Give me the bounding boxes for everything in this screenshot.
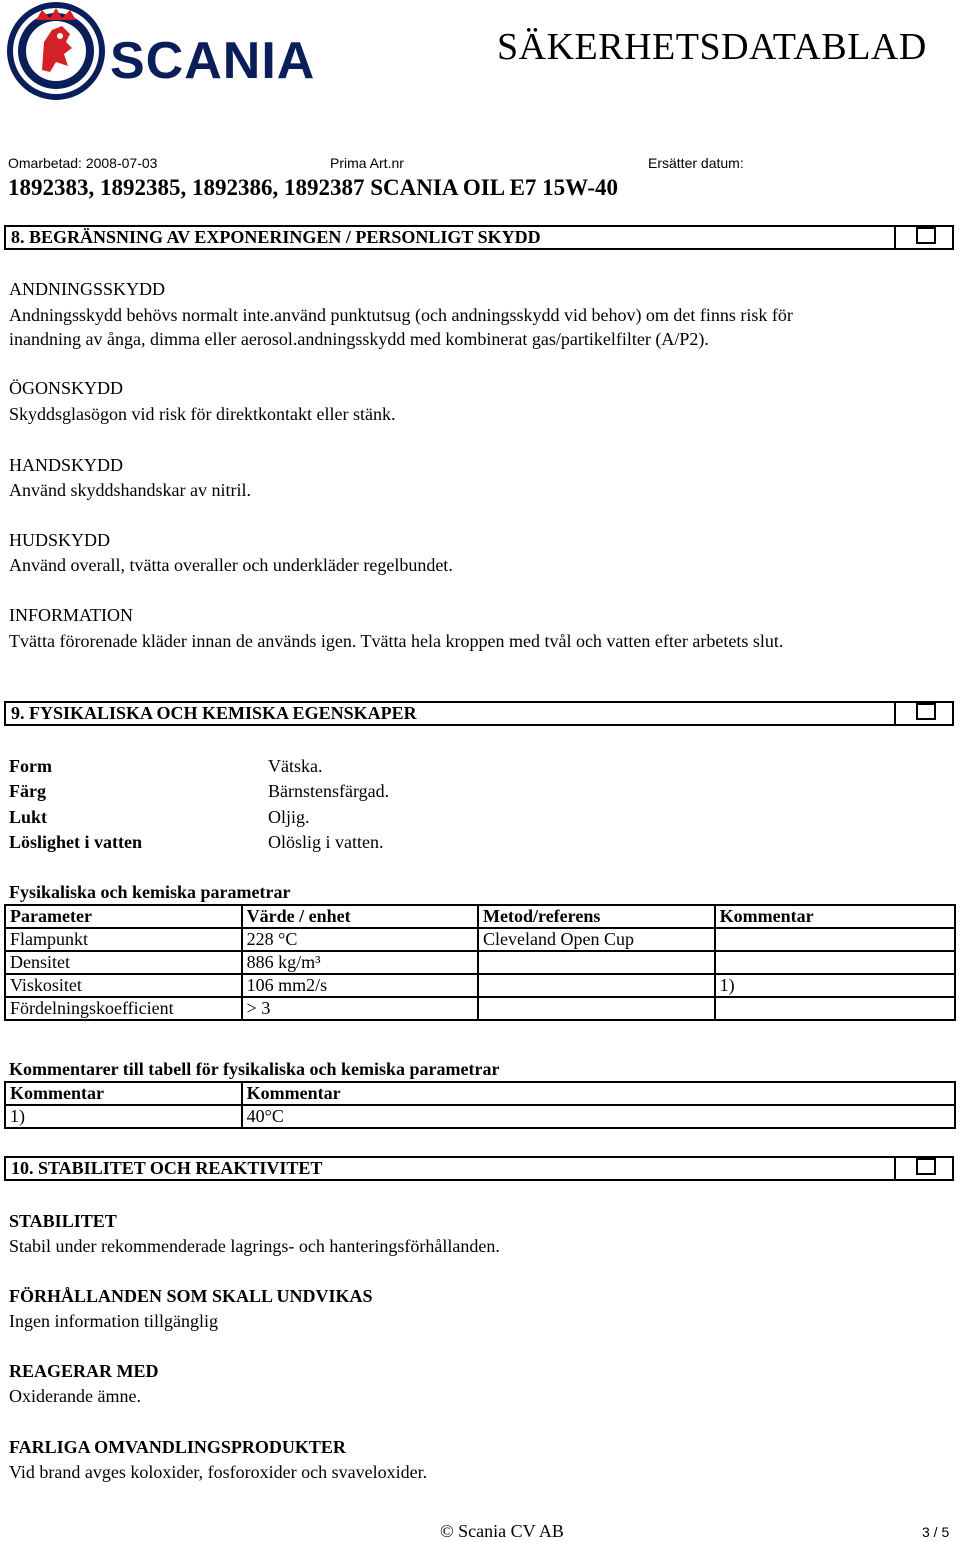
reagerar-med-text: Oxiderande ämne. xyxy=(9,1386,141,1406)
table-cell: 1) xyxy=(5,1105,242,1128)
table-row xyxy=(5,928,955,951)
section-10-header xyxy=(4,1156,954,1181)
table-header-row xyxy=(5,1082,955,1105)
section-8-title: 8. BEGRÄNSNING AV EXPONERINGEN / PERSONLIGT SKYDD xyxy=(11,227,541,247)
table-cell: 886 kg/m³ xyxy=(242,951,478,974)
heading-farliga-produkter: FARLIGA OMVANDLINGSPRODUKTER xyxy=(9,1437,346,1457)
handskydd-text: Använd skyddshandskar av nitril. xyxy=(9,480,251,500)
table-cell: > 3 xyxy=(242,997,478,1020)
table-cell xyxy=(715,928,955,951)
section-checkbox xyxy=(916,1158,936,1175)
property-value-form: Vätska. xyxy=(268,756,323,776)
heading-forhallanden: FÖRHÅLLANDEN SOM SKALL UNDVIKAS xyxy=(9,1286,373,1306)
table-cell: Fördelningskoefficient xyxy=(5,997,242,1020)
table-header-row xyxy=(5,905,955,928)
heading-stabilitet: STABILITET xyxy=(9,1211,117,1231)
table-cell: 40°C xyxy=(242,1105,955,1128)
stabilitet-text: Stabil under rekommenderade lagrings- och hanteringsförhållanden. xyxy=(9,1236,500,1256)
parameters-title: Fysikaliska och kemiska parametrar xyxy=(9,882,291,902)
section-9-title: 9. FYSIKALISKA OCH KEMISKA EGENSKAPER xyxy=(11,703,417,723)
column-header: Metod/referens xyxy=(478,905,715,928)
heading-hudskydd: HUDSKYDD xyxy=(9,530,111,550)
parameters-table xyxy=(4,904,956,1021)
property-value-loslighet: Olöslig i vatten. xyxy=(268,832,384,852)
heading-information: INFORMATION xyxy=(9,605,134,625)
forhallanden-text: Ingen information tillgänglig xyxy=(9,1311,218,1331)
section-divider xyxy=(894,225,896,250)
column-header: Kommentar xyxy=(5,1082,242,1105)
table-cell xyxy=(478,974,715,997)
andningsskydd-line-1: Andningsskydd behövs normalt inte.använd punktutsug (och andningsskydd vid behov) om det finns risk för xyxy=(9,305,793,325)
section-9-header xyxy=(4,701,954,726)
ogonskydd-text: Skyddsglasögon vid risk för direktkontakt eller stänk. xyxy=(9,404,396,424)
scania-logo xyxy=(6,2,378,100)
farliga-produkter-text: Vid brand avges koloxider, fosforoxider och svaveloxider. xyxy=(9,1462,428,1482)
property-label-loslighet: Löslighet i vatten xyxy=(9,832,142,852)
table-cell: Flampunkt xyxy=(5,928,242,951)
section-divider xyxy=(894,1156,896,1181)
table-row xyxy=(5,997,955,1020)
table-cell: 1) xyxy=(715,974,955,997)
prima-art-nr: Prima Art.nr xyxy=(330,155,404,171)
table-cell: Cleveland Open Cup xyxy=(478,928,715,951)
section-checkbox xyxy=(916,703,936,720)
property-label-form: Form xyxy=(9,756,52,776)
table-row xyxy=(5,1105,955,1128)
table-cell: 106 mm2/s xyxy=(242,974,478,997)
page-number: 3 / 5 xyxy=(922,1524,950,1540)
property-label-lukt: Lukt xyxy=(9,807,48,827)
andningsskydd-line-2: inandning av ånga, dimma eller aerosol.andningsskydd med kombinerat gas/partikelfilter (A/P2). xyxy=(9,329,709,349)
property-value-farg: Bärnstensfärgad. xyxy=(268,781,390,801)
brand-wordmark: SCANIA xyxy=(110,32,316,90)
table-cell xyxy=(478,951,715,974)
table-cell: Viskositet xyxy=(5,974,242,997)
property-label-farg: Färg xyxy=(9,781,46,801)
table-cell: 228 °C xyxy=(242,928,478,951)
product-identifier: 1892383, 1892385, 1892386, 1892387 SCANIA OIL E7 15W-40 xyxy=(8,175,618,200)
section-divider xyxy=(894,701,896,726)
section-10-title: 10. STABILITET OCH REAKTIVITET xyxy=(11,1158,323,1178)
heading-reagerar-med: REAGERAR MED xyxy=(9,1361,159,1381)
document-title: SÄKERHETSDATABLAD xyxy=(497,26,927,68)
table-cell xyxy=(715,997,955,1020)
replaces-date: Ersätter datum: xyxy=(648,155,744,171)
column-header: Värde / enhet xyxy=(242,905,478,928)
column-header: Kommentar xyxy=(715,905,955,928)
heading-ogonskydd: ÖGONSKYDD xyxy=(9,378,124,398)
hudskydd-text: Använd overall, tvätta overaller och underkläder regelbundet. xyxy=(9,555,453,575)
table-cell xyxy=(478,997,715,1020)
comments-table xyxy=(4,1081,956,1129)
comments-title: Kommentarer till tabell för fysikaliska och kemiska parametrar xyxy=(9,1059,500,1079)
table-row xyxy=(5,951,955,974)
revised-date: Omarbetad: 2008-07-03 xyxy=(8,155,158,171)
table-row xyxy=(5,974,955,997)
heading-andningsskydd: ANDNINGSSKYDD xyxy=(9,279,166,299)
section-checkbox xyxy=(916,227,936,244)
column-header: Parameter xyxy=(5,905,242,928)
property-value-lukt: Oljig. xyxy=(268,807,310,827)
table-cell xyxy=(715,951,955,974)
section-8-header xyxy=(4,225,954,250)
column-header: Kommentar xyxy=(242,1082,955,1105)
footer-copyright: © Scania CV AB xyxy=(440,1521,564,1541)
table-cell: Densitet xyxy=(5,951,242,974)
information-text: Tvätta förorenade kläder innan de används igen. Tvätta hela kroppen med tvål och vatten efter arbetets slut. xyxy=(9,631,784,651)
heading-handskydd: HANDSKYDD xyxy=(9,455,124,475)
